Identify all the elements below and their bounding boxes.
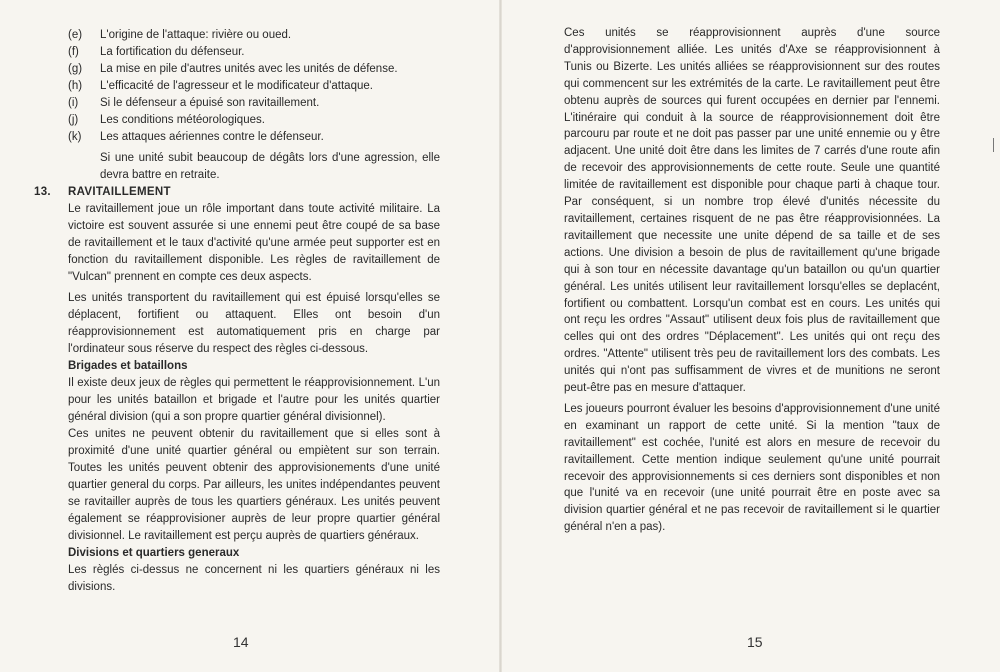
retreat-note: Si une unité subit beaucoup de dégâts lors d'une agression, elle devra battre en retraite. xyxy=(100,152,440,181)
list-item: (j) Les conditions météorologiques. xyxy=(68,114,265,126)
subheading-divisions: Divisions et quartiers generaux xyxy=(68,547,240,559)
margin-mark xyxy=(993,138,994,152)
right-page xyxy=(502,0,1000,672)
paragraph: Les unités transportent du ravitaillement qui est épuisé lorsqu'elles se déplacent, fortifient ou attaquent. Elles ont besoin d'un réapprovisionnement est automatiquement pris en charge par l'ordinateur sous réserve du respect des règles ci-dessous. xyxy=(68,292,440,355)
list-item: (g) La mise en pile d'autres unités avec les unités de défense. xyxy=(68,63,398,75)
paragraph: Les joueurs pourront évaluer les besoins d'approvisionnement d'une unité en examinant un rapport de cette unité. Si la mention "taux de ravitaillement" est cochée, l'unité est alors en mesure de recevoir du ravitaillement. Cette mention indique seulement qu'une unité pourrait recevoir des approvisionnements si ces derniers sont disponibles et non que l'unité va en recevoir (une unité pourrait être en poste avec sa division quartier général et ne pas recevoir de ravitaillement si le quartier général n'en a pas). xyxy=(564,402,940,534)
list-item: (e) L'origine de l'attaque: rivière ou oued. xyxy=(68,29,292,41)
paragraph: Il existe deux jeux de règles qui permettent le réapprovisionnement. L'un pour les unités bataillon et brigade et l'autre pour les unités quartier général division (qui a son propre quartier général divisionnel). xyxy=(68,377,440,423)
list-item: (i) Si le défenseur a épuisé son ravitaillement. xyxy=(68,97,320,109)
subheading-brigades: Brigades et bataillons xyxy=(68,360,188,372)
factor-list xyxy=(68,27,440,146)
section-heading xyxy=(34,184,440,201)
list-item: (h) L'efficacité de l'agresseur et le modificateur d'attaque. xyxy=(68,80,373,92)
paragraph: Ces unités se réapprovisionnent auprès d'une source d'approvisionnement alliée. Les unités d'Axe se réapprovisionnent à Tunis ou Bizerte. Les unités alliées se réapprovisionnent sur des routes qui commencent sur les extrémités de la carte. Le ravitaillement peut être obtenu auprès de sources qui furent occupées en dernier par l'ennemi. L'itinéraire qui conduit à la source de réapprovisionnement doit être parcouru par route et ne doit pas passer par une unité ennemie ou y être adjacent. Une unité doit être dans les limites de 7 carrés d'une route afin de recevoir des approvisionnements de cette route. Seule une quantité limitée de ravitaillement est disponible pour chaque parti à chaque tour. Par conséquent, si un nombre trop élevé d'unités nécessite du ravitaillement, certaines risquent de ne pas être réapprovisionnées. La ravitaillement que necessite une unite dépend de sa taille et de ses actions. Une division a besoin de plus de ravitaillement qu'une brigade qui à son tour en nécessite davantage qu'un bataillon ou qu'un quartier général. Les unités utilisent leur ravitaillement lorsqu'elles se deplacént, fortifient ou combattent. Lorsqu'un combat est en cours. Les unités qui ont reçu les ordres "Assaut" utilisent deux fois plus de ravitaillement que celles qui ont des ordres "Déplacement". Les unités qui ont reçu des ordres. "Attente" utilisent très peu de ravitaillement lors des combats. Les unités qui n'ont pas suffisamment de vivres et de munitions ne seront peut-être pas en mesure d'attaquer. xyxy=(564,27,940,395)
page-number: 14 xyxy=(233,634,249,650)
paragraph: Le ravitaillement joue un rôle important dans toute activité militaire. La victoire est souvent assurée si une ennemi peut être coupé de sa base de ravitaillement et le taux d'activité qu'une armée peut supporter est en fonction du ravitaillement disponible. Les règles de ravitaillement de "Vulcan" prennent en compte ces deux aspects. xyxy=(68,203,440,283)
section-number: 13. xyxy=(34,186,51,198)
left-page xyxy=(0,0,499,672)
page-number: 15 xyxy=(747,634,763,650)
paragraph: Les règlés ci-dessus ne concernent ni les quartiers généraux ni les divisions. xyxy=(68,564,440,593)
list-item: (k) Les attaques aériennes contre le défenseur. xyxy=(68,131,324,143)
right-text-column xyxy=(564,25,940,536)
section-title: RAVITAILLEMENT xyxy=(68,186,171,198)
list-item: (f) La fortification du défenseur. xyxy=(68,46,245,58)
paragraph: Ces unites ne peuvent obtenir du ravitaillement que si elles sont à proximité d'une unité quartier général ou empiètent sur son terrain. Toutes les unités peuvent obtenir des approvisionements d'une unité quartier general du corps. Par ailleurs, les unites indépendantes peuvent se ravitailler auprès de tous les quartiers généraux. Les unités peuvent également se réapprovisioner auprès de leur propre quartier général divisionnel. Le ravitaillement est perçu auprès de quartiers généraux. xyxy=(68,428,440,542)
left-text-column xyxy=(34,27,440,596)
